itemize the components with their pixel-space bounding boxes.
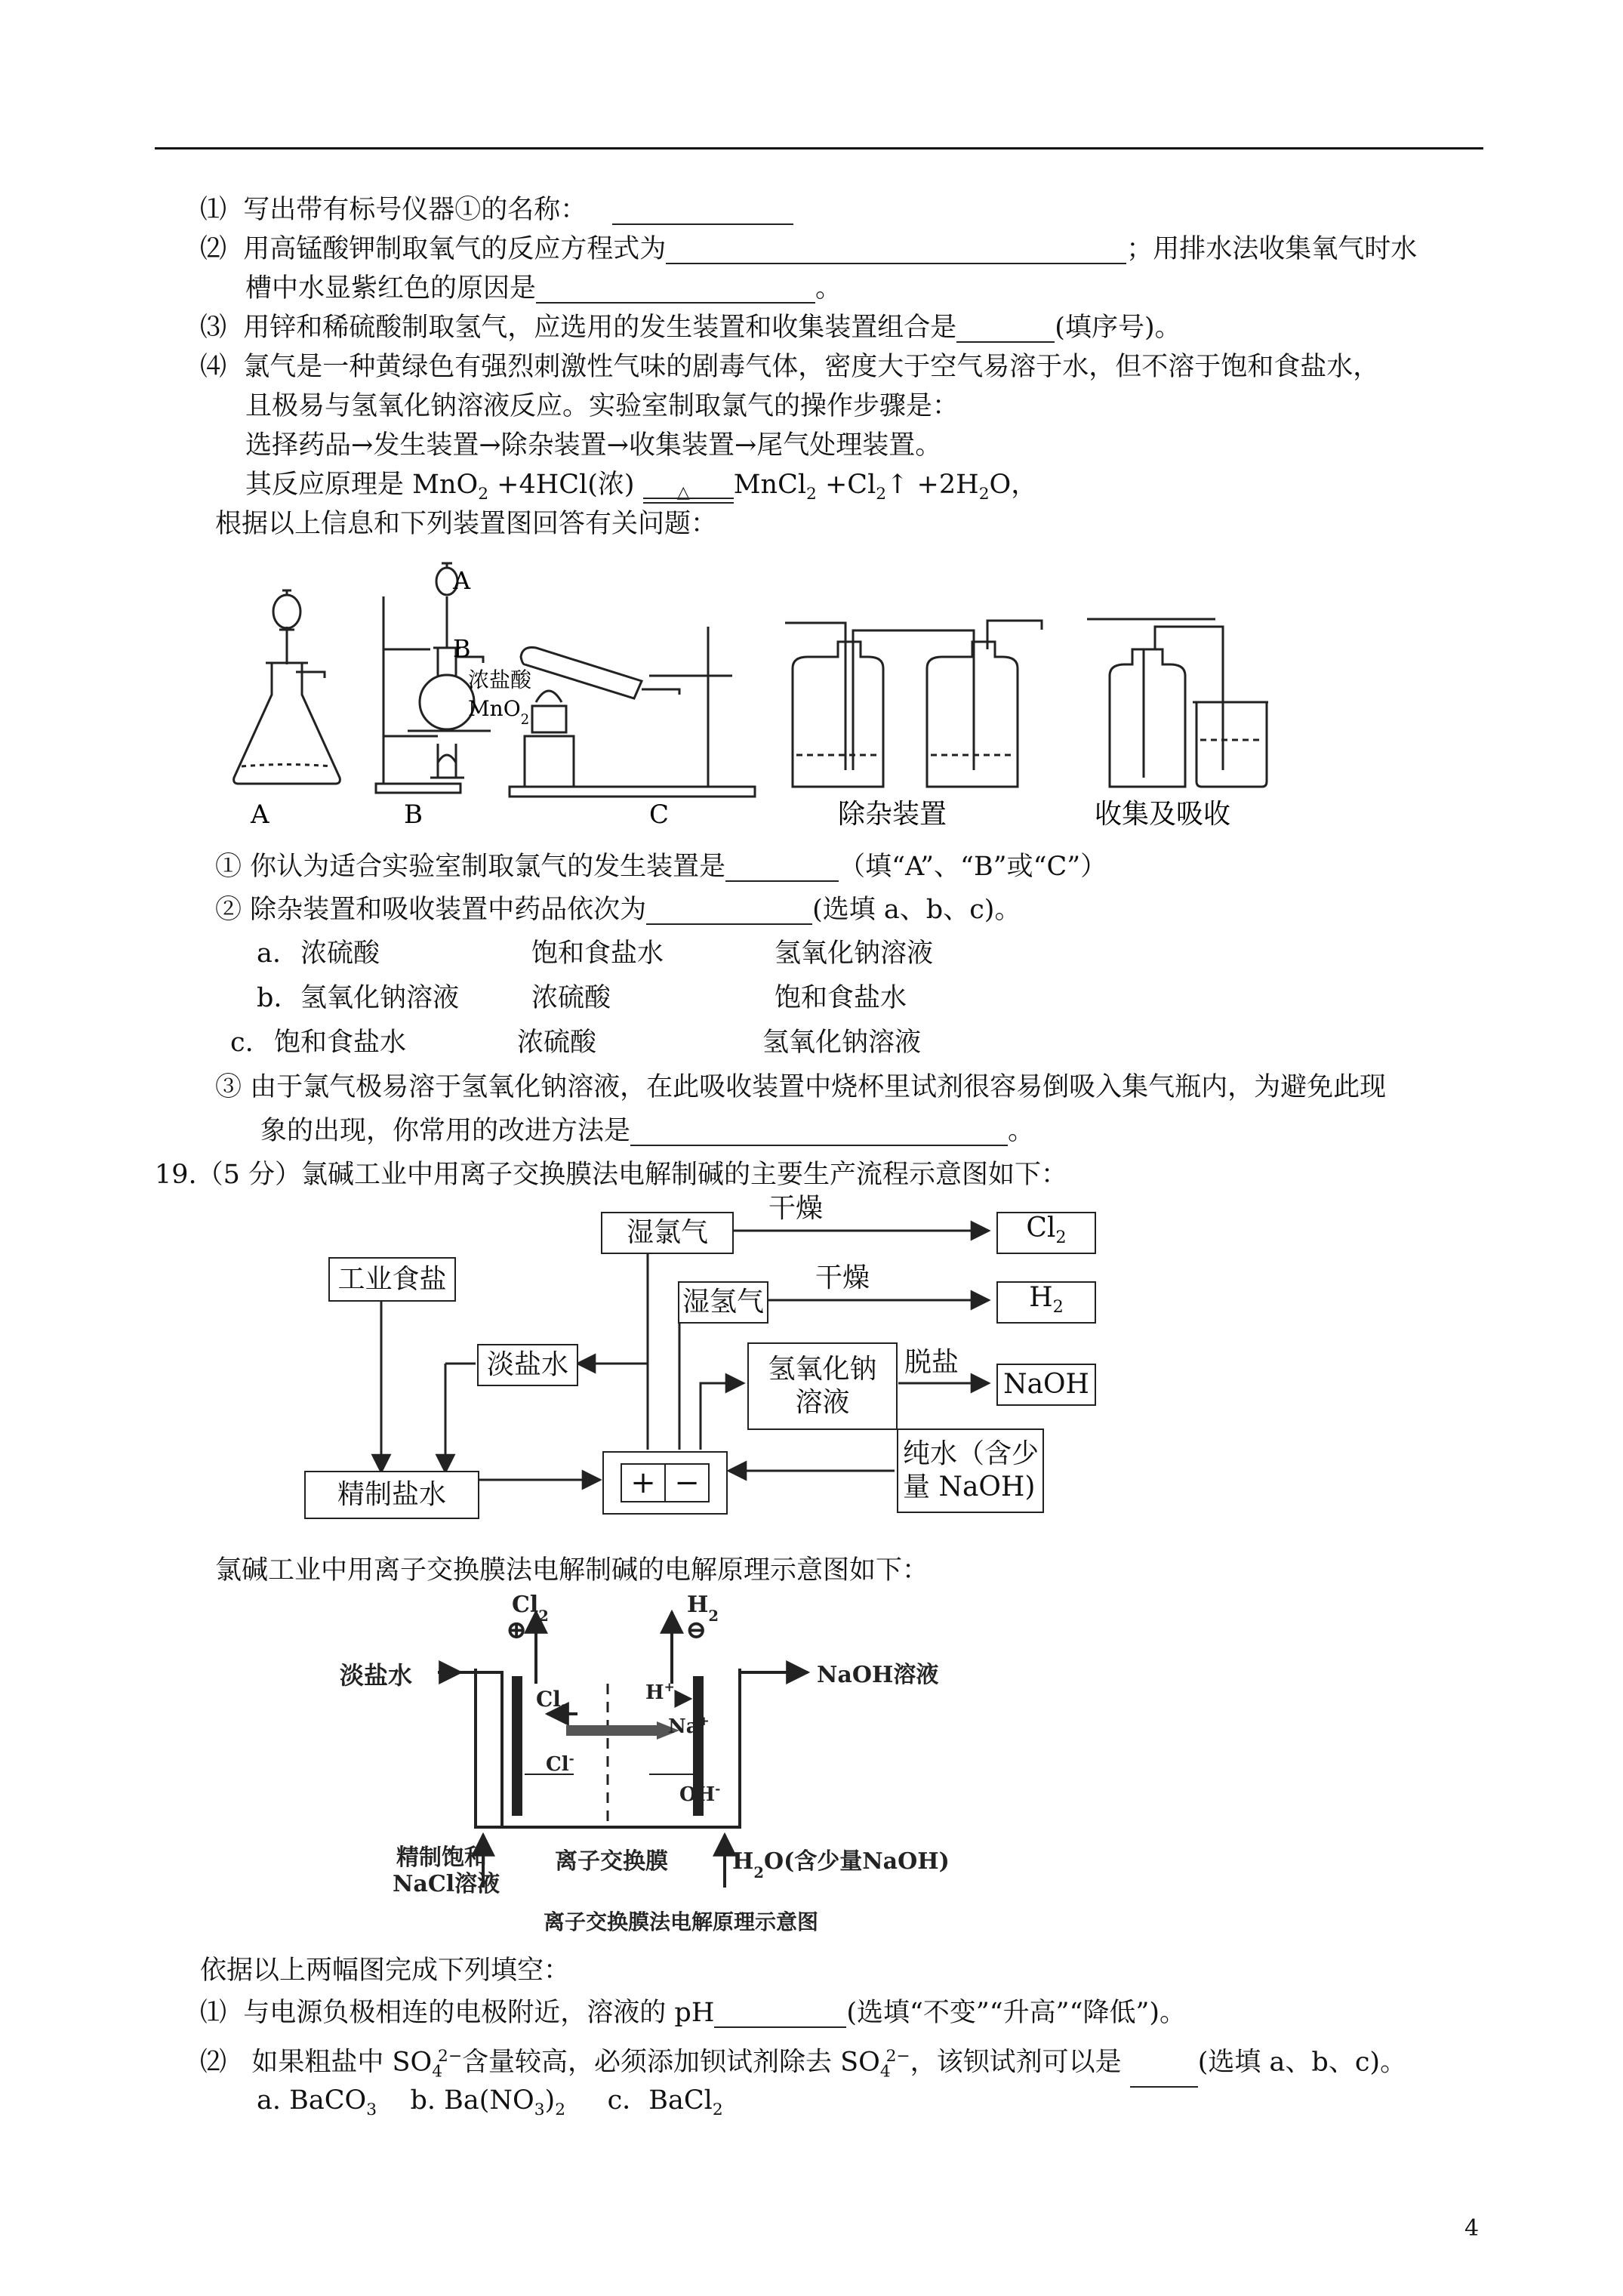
option-a-3 xyxy=(775,938,933,969)
box-cl2 xyxy=(996,1212,1096,1254)
plus-sign: + xyxy=(630,1465,656,1500)
item-text: ： xyxy=(902,1555,929,1586)
question-title: 19.（5 分）氯碱工业中用离子交换膜法电解制碱的主要生产流程示意图如下： xyxy=(155,1160,1068,1190)
box-label: 湿氯气 xyxy=(626,1217,708,1248)
funnel-label-B: B xyxy=(453,634,471,663)
item-text: 写出带有标号仪器①的名称： xyxy=(243,195,587,225)
item-text: ③ 由于氯气极易溶于氢氧化钠溶液，在此吸收装置中烧杯里试剂很容易倒吸入集气瓶内，为避免此现 xyxy=(215,1072,1387,1102)
q18-item-2 xyxy=(200,234,1417,264)
equation-part: +4HCl(浓) xyxy=(488,470,635,500)
refined-brine-label-1: 精制饱和 xyxy=(396,1845,487,1871)
na-plus-label: Na+ xyxy=(668,1713,710,1738)
item-number: ⑴ xyxy=(200,195,227,225)
electrolysis-cell-box xyxy=(602,1451,728,1515)
item-text: (选填“不变”“升高”“降低”)。 xyxy=(846,1998,1187,2028)
item-text: 。 xyxy=(1008,1116,1035,1146)
option-text: 浓硫酸 xyxy=(300,938,380,969)
formula-sup: 2− xyxy=(438,2047,462,2066)
box-label: 溶液 xyxy=(795,1387,850,1418)
item-text: （填“A”、“B”或“C”） xyxy=(839,852,1107,882)
item-text: 。 xyxy=(815,273,842,304)
item-text: 依据以上两幅图完成下列填空： xyxy=(200,1955,571,1986)
item-number: ⑴ xyxy=(200,1998,227,2028)
item-number: ⑷ xyxy=(200,352,227,382)
cathode-sign: ⊖ xyxy=(685,1615,707,1645)
formula: Cl xyxy=(1026,1212,1056,1244)
option-label: a. xyxy=(257,938,281,969)
q18-item-3 xyxy=(200,313,1181,343)
option-text: 饱和食盐水 xyxy=(775,983,907,1013)
q18-item-4-line2 xyxy=(245,391,959,421)
box-label: 量 NaOH) xyxy=(903,1472,1036,1502)
fill-item-2 xyxy=(200,2042,1406,2088)
box-industrial-salt xyxy=(328,1257,456,1302)
equation-sub: 2 xyxy=(806,485,817,504)
item-text: (选填 a、b、c)。 xyxy=(1197,2047,1407,2078)
label-A: A xyxy=(251,800,269,830)
item-text: ② 除杂装置和吸收装置中药品依次为 xyxy=(215,895,647,925)
cathode-box xyxy=(666,1463,710,1502)
box-h2 xyxy=(996,1281,1096,1324)
item-text: 含量较高，必须添加钡试剂除去 SO xyxy=(462,2047,880,2078)
option-text: b. Ba(NO xyxy=(410,2085,534,2116)
answer-blank[interactable] xyxy=(612,198,793,225)
equation-part: +Cl xyxy=(816,470,876,500)
option-text: ) xyxy=(544,2085,556,2116)
box-naoh-solution xyxy=(747,1342,898,1430)
item-text: (选填 a、b、c)。 xyxy=(812,895,1021,925)
equation-sub: 2 xyxy=(478,485,489,504)
box-naoh xyxy=(996,1364,1096,1406)
answer-blank[interactable] xyxy=(956,316,1055,343)
electrolysis-intro xyxy=(215,1555,929,1586)
cl2-top-label: $Cl_2$ xyxy=(512,1592,549,1625)
q18-prompt xyxy=(215,509,717,539)
q18-item-2-cont xyxy=(245,273,842,304)
answer-blank[interactable] xyxy=(646,898,812,925)
item-text: 与电源负极相连的电极附近，溶液的 pH xyxy=(243,1998,715,2028)
fill-item-1 xyxy=(200,1998,1186,2028)
answer-blank[interactable] xyxy=(666,237,1126,264)
q18-item-1 xyxy=(200,195,793,225)
box-label: 淡盐水 xyxy=(486,1349,568,1380)
option-text: c．BaCl xyxy=(607,2085,713,2116)
formula-sub: 2 xyxy=(712,2100,723,2119)
edge-label: 脱盐 xyxy=(904,1347,959,1378)
formula-sup: 2− xyxy=(885,2047,910,2066)
sub-question-1 xyxy=(215,852,1107,882)
equation-part: MnCl xyxy=(733,470,807,500)
option-text: 氢氧化钠溶液 xyxy=(762,1028,922,1058)
box-dilute-brine xyxy=(477,1344,578,1386)
item-text: 且极易与氢氧化钠溶液反应。实验室制取氯气的操作步骤是： xyxy=(245,391,959,421)
item-text: 选择药品→发生装置→除杂装置→收集装置→尾气处理装置。 xyxy=(245,430,942,461)
refined-brine-label-2: NaCl溶液 xyxy=(393,1871,500,1897)
fill-intro xyxy=(200,1955,570,1986)
apparatus-C xyxy=(510,627,755,797)
formula-sub: 3 xyxy=(366,2100,377,2119)
option-c-2 xyxy=(517,1028,596,1058)
diagram-caption: 离子交换膜法电解原理示意图 xyxy=(544,1909,819,1934)
option-b-1 xyxy=(300,983,459,1013)
naoh-out-label: NaOH溶液 xyxy=(817,1662,939,1688)
edge-label: 干燥 xyxy=(815,1262,870,1293)
dilute-brine-label: 淡盐水 xyxy=(340,1661,413,1690)
fill-item-2-options xyxy=(257,2085,723,2125)
anode-sign: ⊕ xyxy=(506,1615,528,1645)
apparatus-purification xyxy=(785,621,1042,787)
equation-sub: 2 xyxy=(876,485,887,504)
electrolysis-diagram xyxy=(340,1586,1027,1934)
option-label: c. xyxy=(230,1028,254,1058)
page-number-text: 4 xyxy=(1464,2215,1480,2242)
item-text: 氯碱工业中用离子交换膜法电解制碱的电解原理示意图如下 xyxy=(215,1555,903,1586)
h-plus-label: H+ xyxy=(645,1679,675,1704)
answer-blank[interactable] xyxy=(714,2001,846,2028)
option-a xyxy=(257,938,281,969)
water-in-label: $H_2O$(含少量NaOH) xyxy=(732,1848,950,1881)
formula-sub: 2 xyxy=(555,2100,566,2119)
item-text: 根据以上信息和下列装置图回答有关问题： xyxy=(215,509,718,539)
funnel-label-A: A xyxy=(453,566,471,595)
option-c-1 xyxy=(274,1028,406,1058)
answer-blank[interactable] xyxy=(725,855,839,882)
membrane-label: 离子交换膜 xyxy=(555,1848,668,1875)
sub-question-2 xyxy=(215,895,1021,925)
item-text: 如果粗盐中 SO xyxy=(251,2047,433,2078)
answer-blank[interactable] xyxy=(536,276,815,304)
h2-top-label: $H_2$ xyxy=(687,1592,719,1625)
cl2-in-label: $Cl_2$ xyxy=(536,1687,571,1718)
formula-sub: 4 xyxy=(432,2062,443,2082)
item-text: ；用排水法收集氧气时水 xyxy=(1126,234,1418,264)
oh-minus-label: OH- xyxy=(679,1781,721,1806)
option-text: 浓硫酸 xyxy=(531,983,611,1013)
answer-blank[interactable] xyxy=(1130,2060,1198,2088)
item-text: 用锌和稀硫酸制取氢气，应选用的发生装置和收集装置组合是 xyxy=(243,313,957,343)
formula-sub: 2 xyxy=(1052,1297,1064,1318)
option-c-3 xyxy=(762,1028,921,1058)
item-text: (填序号) xyxy=(1055,313,1155,343)
box-label: NaOH xyxy=(1003,1369,1089,1400)
cl-minus-label: Cl- xyxy=(546,1751,574,1776)
option-text: 浓硫酸 xyxy=(517,1028,597,1058)
box-wet-hydrogen xyxy=(678,1281,768,1324)
box-label: 湿氢气 xyxy=(682,1287,764,1318)
label-collection: 收集及吸收 xyxy=(1095,799,1231,830)
reagent-mno2: MnO$_2$ xyxy=(468,696,530,728)
equation-part: 其反应原理是 MnO xyxy=(245,470,479,500)
item-number: ⑵ xyxy=(200,234,227,264)
sub-question-3-cont xyxy=(260,1116,1034,1146)
formula: H xyxy=(1029,1281,1053,1313)
item-number: ⑵ xyxy=(200,2047,227,2078)
equation-part: ↑ +2H xyxy=(886,470,979,500)
label-dry-2 xyxy=(815,1256,870,1295)
box-refined-brine xyxy=(304,1471,479,1519)
option-c xyxy=(230,1028,254,1058)
box-label: 工业食盐 xyxy=(337,1263,447,1295)
apparatus-A xyxy=(234,590,340,793)
item-number: ⑶ xyxy=(200,313,227,343)
edge-label: 干燥 xyxy=(768,1193,824,1224)
label-purification: 除杂装置 xyxy=(838,799,947,830)
reagent-hcl: 浓盐酸 xyxy=(468,667,532,692)
item-text: 。 xyxy=(1154,313,1181,343)
answer-blank[interactable] xyxy=(630,1119,1008,1146)
formula-sub: 3 xyxy=(534,2100,545,2119)
question-19-title xyxy=(155,1160,1067,1190)
anode-box xyxy=(621,1463,666,1502)
option-a-2 xyxy=(531,938,664,969)
label-C: C xyxy=(649,800,670,830)
q18-item-4-line3 xyxy=(245,430,941,461)
box-label: 纯水（含少 xyxy=(903,1438,1039,1469)
option-text: a. BaCO xyxy=(257,2085,367,2116)
label-B: B xyxy=(404,800,423,830)
delta-icon: △ xyxy=(676,483,690,502)
option-label: b. xyxy=(257,983,282,1013)
sub-question-3 xyxy=(215,1072,1386,1102)
label-desalt xyxy=(904,1341,959,1379)
item-text: 氯气是一种黄绿色有强烈刺激性气味的剧毒气体，密度大于空气易溶于水，但不溶于饱和食盐水， xyxy=(243,352,1380,382)
option-text: 氢氧化钠溶液 xyxy=(300,983,460,1013)
option-b-2 xyxy=(531,983,611,1013)
item-text: 象的出现，你常用的改进方法是 xyxy=(260,1116,631,1146)
formula-sub: 2 xyxy=(1055,1228,1067,1248)
box-label xyxy=(1029,1281,1064,1324)
equation-part: O， xyxy=(989,470,1038,500)
box-wet-chlorine xyxy=(601,1212,734,1254)
minus-sign: − xyxy=(674,1465,700,1500)
label-dry-1 xyxy=(768,1187,823,1225)
formula-sub: 4 xyxy=(879,2062,891,2082)
apparatus-figure xyxy=(211,551,1268,831)
box-label: 精制盐水 xyxy=(337,1479,446,1510)
option-b xyxy=(257,983,282,1013)
heat-condition xyxy=(643,484,734,510)
header-rule xyxy=(155,147,1483,149)
box-label xyxy=(1026,1212,1066,1254)
option-text: 饱和食盐水 xyxy=(531,938,664,969)
option-text: 饱和食盐水 xyxy=(274,1028,407,1058)
item-text: ① 你认为适合实验室制取氯气的发生装置是 xyxy=(215,852,726,882)
page-number xyxy=(1464,2214,1479,2244)
reaction-equation xyxy=(245,470,1037,510)
item-text: ，该钡试剂可以是 xyxy=(910,2047,1122,2078)
q18-item-4 xyxy=(200,352,1379,382)
box-label: 氢氧化钠 xyxy=(768,1354,877,1385)
item-text: 用高锰酸钾制取氧气的反应方程式为 xyxy=(243,234,667,264)
equation-sub: 2 xyxy=(978,485,990,504)
option-b-3 xyxy=(775,983,907,1013)
box-pure-water xyxy=(897,1428,1044,1513)
apparatus-collection xyxy=(1087,619,1268,787)
item-text: 槽中水显紫红色的原因是 xyxy=(245,273,537,304)
option-text: 氢氧化钠溶液 xyxy=(775,938,934,969)
option-a-1 xyxy=(300,938,380,969)
